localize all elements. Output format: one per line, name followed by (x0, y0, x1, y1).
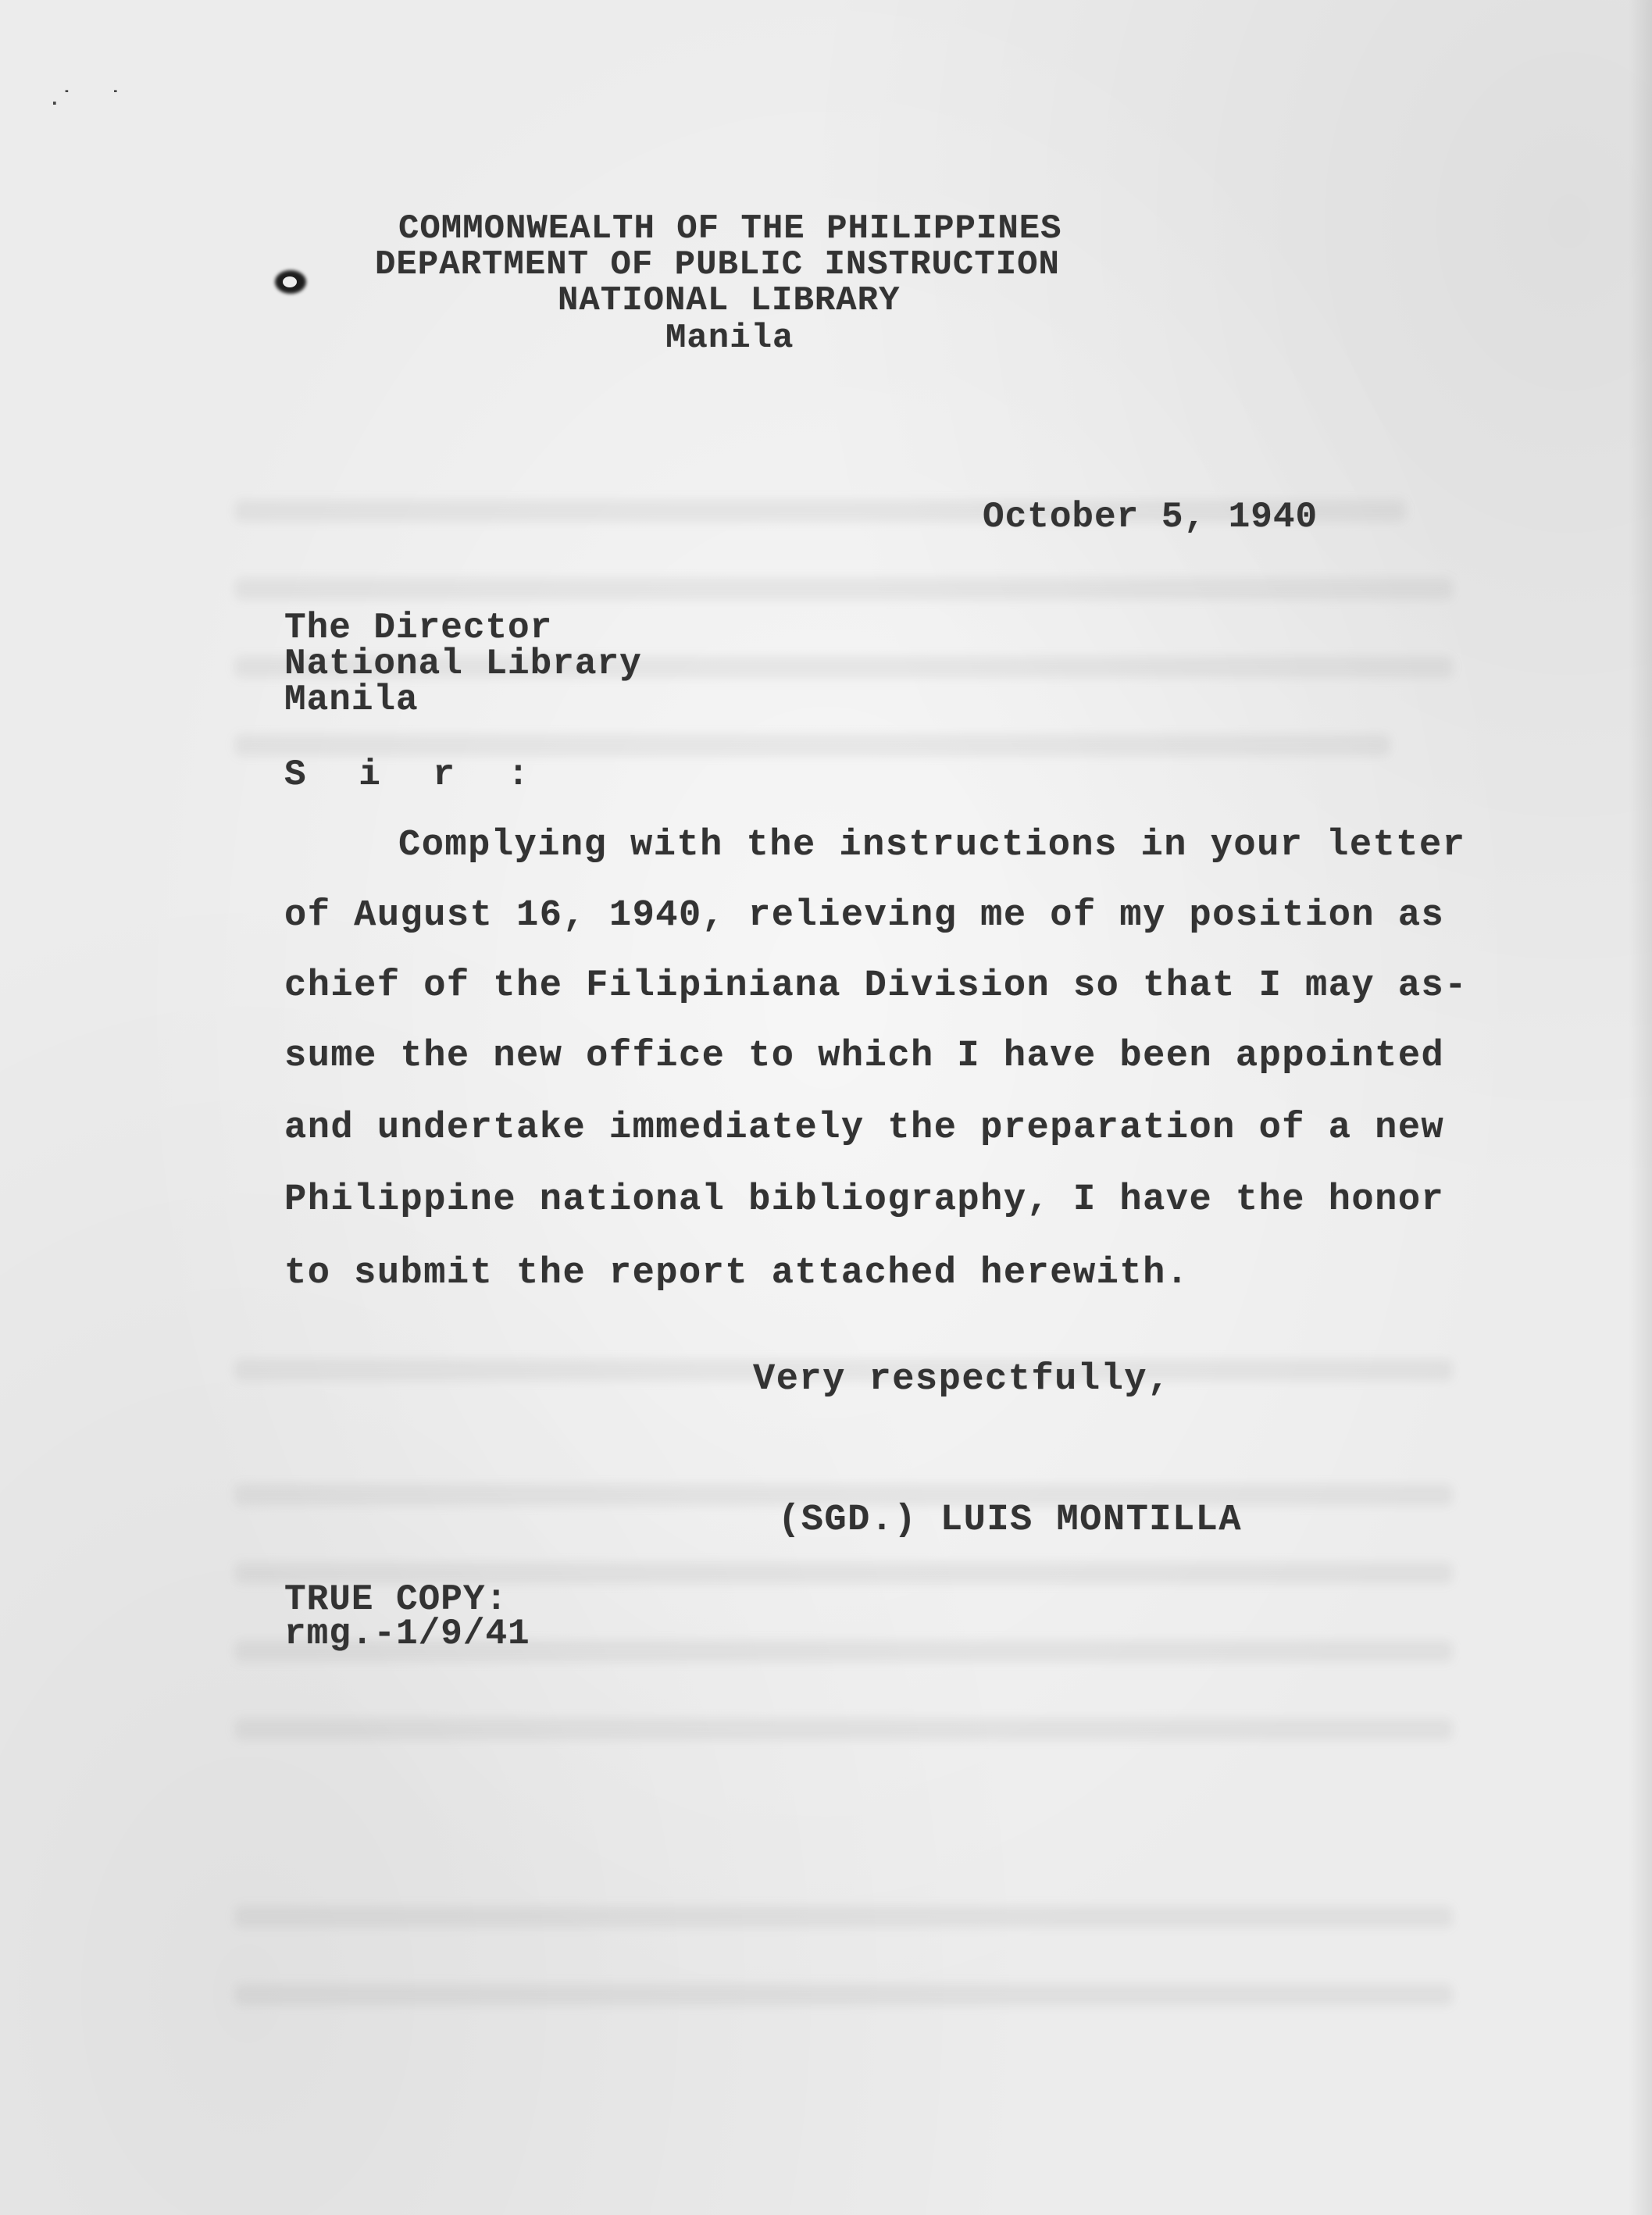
salutation: S i r : (284, 754, 545, 795)
body-line-3: chief of the Filipiniana Division so that I may as- (284, 965, 1468, 1007)
true-copy-label: TRUE COPY: (284, 1579, 508, 1620)
closing: Very respectfully, (753, 1359, 1171, 1400)
recipient-line-1: The Director (284, 608, 553, 648)
body-line-5: and undertake immediately the preparation of a new (284, 1108, 1445, 1149)
letterhead-line-2: DEPARTMENT OF PUBLIC INSTRUCTION (375, 245, 1060, 284)
true-copy-initials: rmg.-1/9/41 (284, 1614, 530, 1654)
signature: (SGD.) LUIS MONTILLA (778, 1500, 1243, 1541)
body-line-1: Complying with the instructions in your letter (398, 825, 1466, 866)
body-line-6: Philippine national bibliography, I have the honor (284, 1179, 1445, 1221)
letter-date: October 5, 1940 (983, 497, 1318, 537)
body-line-7: to submit the report attached herewith. (284, 1253, 1190, 1294)
bleed-through-mark (234, 1718, 1453, 1740)
bleed-through-mark (234, 1906, 1453, 1928)
bleed-through-mark (234, 578, 1453, 600)
letterhead-line-4: Manila (665, 319, 794, 358)
recipient-line-3: Manila (284, 679, 419, 720)
letterhead-line-1: COMMONWEALTH OF THE PHILIPPINES (398, 209, 1062, 248)
body-line-2: of August 16, 1940, relieving me of my position as (284, 895, 1445, 936)
recipient-line-2: National Library (284, 644, 642, 684)
page-edge-shadow (1629, 0, 1652, 2215)
letterhead-line-3: NATIONAL LIBRARY (558, 281, 901, 320)
bleed-through-mark (234, 1984, 1453, 2006)
body-line-4: sume the new office to which I have been appointed (284, 1036, 1445, 1077)
bleed-through-mark (234, 734, 1390, 756)
ink-specks: .˙ ˙ (48, 87, 122, 111)
ink-smudge-highlight (283, 276, 297, 287)
